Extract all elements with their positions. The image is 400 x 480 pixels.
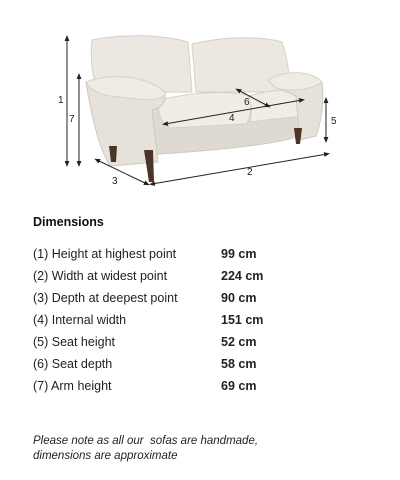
dimension-row-seat-height <box>33 331 363 353</box>
sofa-dimension-diagram <box>0 0 400 205</box>
dimension-value: 224 cm <box>221 269 264 283</box>
note-line-1: Please note as all our sofas are handmade, <box>33 435 259 447</box>
handmade-note <box>33 434 363 464</box>
dimension-row-arm-height <box>33 375 363 397</box>
dimension-row-depth <box>33 287 363 309</box>
dimension-label: (6) Seat depth <box>33 357 113 371</box>
dimension-value: 69 cm <box>221 379 257 393</box>
dimension-row-width <box>33 265 363 287</box>
dimension-value: 52 cm <box>221 335 257 349</box>
dimension-label: (1) Height at highest point <box>33 247 177 261</box>
dim-line-2 <box>152 154 327 184</box>
leg-front-right <box>294 128 302 144</box>
sofa-illustration <box>0 0 400 205</box>
leg-front-middle <box>144 150 154 182</box>
dimension-label: (5) Seat height <box>33 335 115 349</box>
dimension-value: 58 cm <box>221 357 257 371</box>
dimensions-heading: Dimensions <box>33 215 104 229</box>
dimension-row-height <box>33 243 363 265</box>
dim-label-1: 1 <box>58 95 64 106</box>
dimension-row-internal-width <box>33 309 363 331</box>
dimension-label: (3) Depth at deepest point <box>33 291 178 305</box>
dimension-row-seat-depth <box>33 353 363 375</box>
dimension-value: 99 cm <box>221 247 257 261</box>
dimensions-list <box>33 243 363 397</box>
dimension-value: 151 cm <box>221 313 264 327</box>
dimension-label: (7) Arm height <box>33 379 112 393</box>
dim-label-4: 4 <box>229 113 235 124</box>
dim-label-3: 3 <box>112 176 118 187</box>
dimension-value: 90 cm <box>221 291 257 305</box>
dim-label-2: 2 <box>247 167 253 178</box>
dim-label-7: 7 <box>69 114 75 125</box>
dimension-label: (2) Width at widest point <box>33 269 168 283</box>
dimension-label: (4) Internal width <box>33 313 127 327</box>
dim-label-6: 6 <box>244 97 250 108</box>
note-line-2: dimensions are approximate <box>33 450 178 462</box>
dim-label-5: 5 <box>331 116 337 127</box>
